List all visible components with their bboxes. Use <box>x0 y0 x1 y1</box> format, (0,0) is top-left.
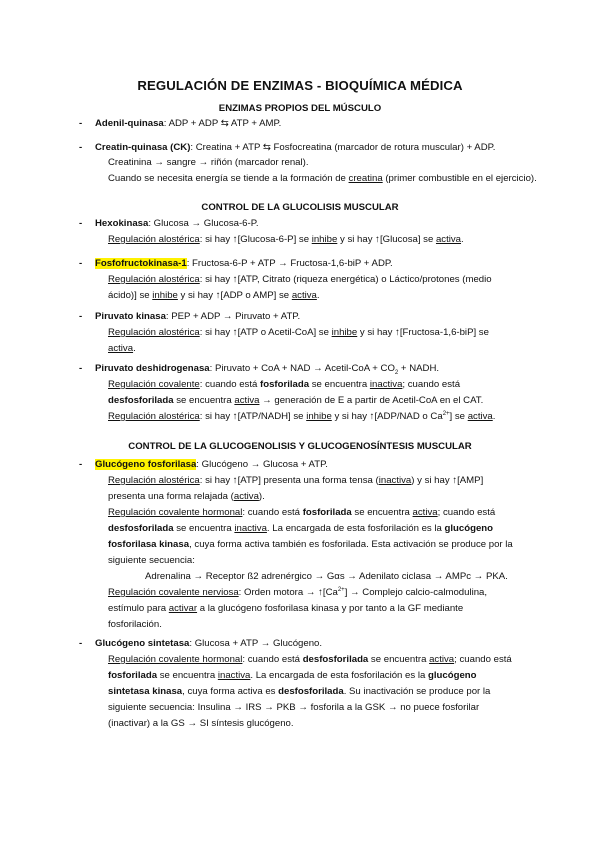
item-creatin-quinasa: Creatin-quinasa (CK): Creatina + ATP ⇆ Fosfocreatina (marcador de rotura muscular) + ADP. <box>95 142 496 153</box>
pdh-covalent-1: Regulación covalente: cuando está fosforilada se encuentra inactiva; cuando está <box>108 379 461 390</box>
bullet-dash: - <box>79 218 83 229</box>
hexokinasa-regulation: Regulación alostérica: si hay ↑[Glucosa-6-P] se inhibe y si hay ↑[Glucosa] se activa. <box>108 234 464 245</box>
bullet-dash: - <box>79 363 83 374</box>
gf-hormonal-1: Regulación covalente hormonal: cuando está fosforilada se encuentra activa; cuando está <box>108 507 496 518</box>
section-heading-musculo: ENZIMAS PROPIOS DEL MÚSCULO <box>218 103 382 114</box>
creatin-line-2: Creatinina → sangre → riñón (marcador renal). <box>108 157 309 168</box>
bullet-dash: - <box>79 459 83 470</box>
item-piruvato-kinasa: Piruvato kinasa: PEP + ADP → Piruvato + ATP. <box>95 311 301 322</box>
gf-hormonal-4: siguiente secuencia: <box>108 555 195 566</box>
gf-hormonal-2: desfosforilada se encuentra inactiva. La encargada de esta fosforilación es la glucógeno <box>108 523 494 534</box>
item-glucogeno-sintetasa: Glucógeno sintetasa: Glucosa + ATP → Glucógeno. <box>95 638 323 649</box>
bullet-dash: - <box>79 638 83 649</box>
gf-allosteric-1: Regulación alostérica: si hay ↑[ATP] presenta una forma tensa (inactiva) y si hay ↑[AMP] <box>108 475 484 486</box>
gf-nervous-2: estímulo para activar a la glucógeno fosforilasa kinasa y por tanto a la GF mediante <box>108 603 464 614</box>
bullet-dash: - <box>79 118 83 129</box>
gf-sequence: Adrenalina → Receptor ß2 adrenérgico → Gαs → Adenilato ciclasa → AMPc → PKA. <box>145 571 508 582</box>
creatin-line-3: Cuando se necesita energía se tiende a la formación de creatina (primer combustible en el ejercicio). <box>108 173 537 184</box>
bullet-dash: - <box>79 311 83 322</box>
gs-hormonal-2: fosforilada se encuentra inactiva. La encargada de esta fosforilación es la glucógeno <box>108 670 477 681</box>
gs-hormonal-4: siguiente secuencia: Insulina → IRS → PKB → fosforila a la GSK → no puece fosforilar <box>108 702 480 713</box>
bullet-dash: - <box>79 142 83 153</box>
pdh-covalent-2: desfosforilada se encuentra activa → generación de E a partir de Acetil-CoA en el CAT. <box>108 395 484 406</box>
pk-regulation-2: activa. <box>108 343 136 354</box>
gf-allosteric-2: presenta una forma relajada (activa). <box>108 491 265 502</box>
section-heading-glucolisis: CONTROL DE LA GLUCOLISIS MUSCULAR <box>201 202 399 213</box>
gs-hormonal-3: sintetasa kinasa, cuya forma activa es desfosforilada. Su inactivación se produce por la <box>108 686 491 697</box>
pdh-allosteric: Regulación alostérica: si hay ↑[ATP/NADH] se inhibe y si hay ↑[ADP/NAD o $Ca^{2+}$] se activa. <box>108 410 496 422</box>
bullet-dash: - <box>79 258 83 269</box>
section-heading-glucogeno: CONTROL DE LA GLUCOGENOLISIS Y GLUCOGENOSÍNTESIS MUSCULAR <box>128 441 472 452</box>
item-piruvato-deshidrogenasa: Piruvato deshidrogenasa: Piruvato + CoA + NAD → Acetil-CoA + $CO_2$ + NADH. <box>95 363 440 376</box>
pfk-regulation-1: Regulación alostérica: si hay ↑[ATP, Citrato (riqueza energética) o Láctico/protones (medio <box>108 274 492 285</box>
gf-nervous-3: fosforilación. <box>108 619 162 630</box>
pfk-regulation-2: ácido)] se inhibe y si hay ↑[ADP o AMP] se activa. <box>108 290 320 301</box>
highlighted-term: Glucógeno fosforilasa <box>95 459 197 470</box>
gs-hormonal-1: Regulación covalente hormonal: cuando está desfosforilada se encuentra activa; cuando está <box>108 654 512 665</box>
item-adenil-quinasa: Adenil-quinasa: ADP + ADP ⇆ ATP + AMP. <box>95 118 282 129</box>
highlighted-term: Fosfofructokinasa-1 <box>95 258 187 269</box>
item-hexokinasa: Hexokinasa: Glucosa → Glucosa-6-P. <box>95 218 259 229</box>
gf-hormonal-3: fosforilasa kinasa, cuya forma activa también es fosforilada. Esta activación se produce por la <box>108 539 513 550</box>
item-fosfofructokinasa: Fosfofructokinasa-1: Fructosa-6-P + ATP → Fructosa-1,6-biP + ADP. <box>95 258 393 269</box>
page-title: REGULACIÓN DE ENZIMAS - BIOQUÍMICA MÉDICA <box>137 78 463 93</box>
gf-nervous-1: Regulación covalente nerviosa: Orden motora → $↑[Ca^{2+}]$ → Complejo calcio-calmodulina, <box>108 586 488 598</box>
gs-hormonal-5: (inactivar) a la GS → SI síntesis glucógeno. <box>108 718 294 729</box>
item-glucogeno-fosforilasa: Glucógeno fosforilasa: Glucógeno → Glucosa + ATP. <box>95 459 328 470</box>
pk-regulation-1: Regulación alostérica: si hay ↑[ATP o Acetil-CoA] se inhibe y si hay ↑[Fructosa-1,6-biP] se <box>108 327 489 338</box>
